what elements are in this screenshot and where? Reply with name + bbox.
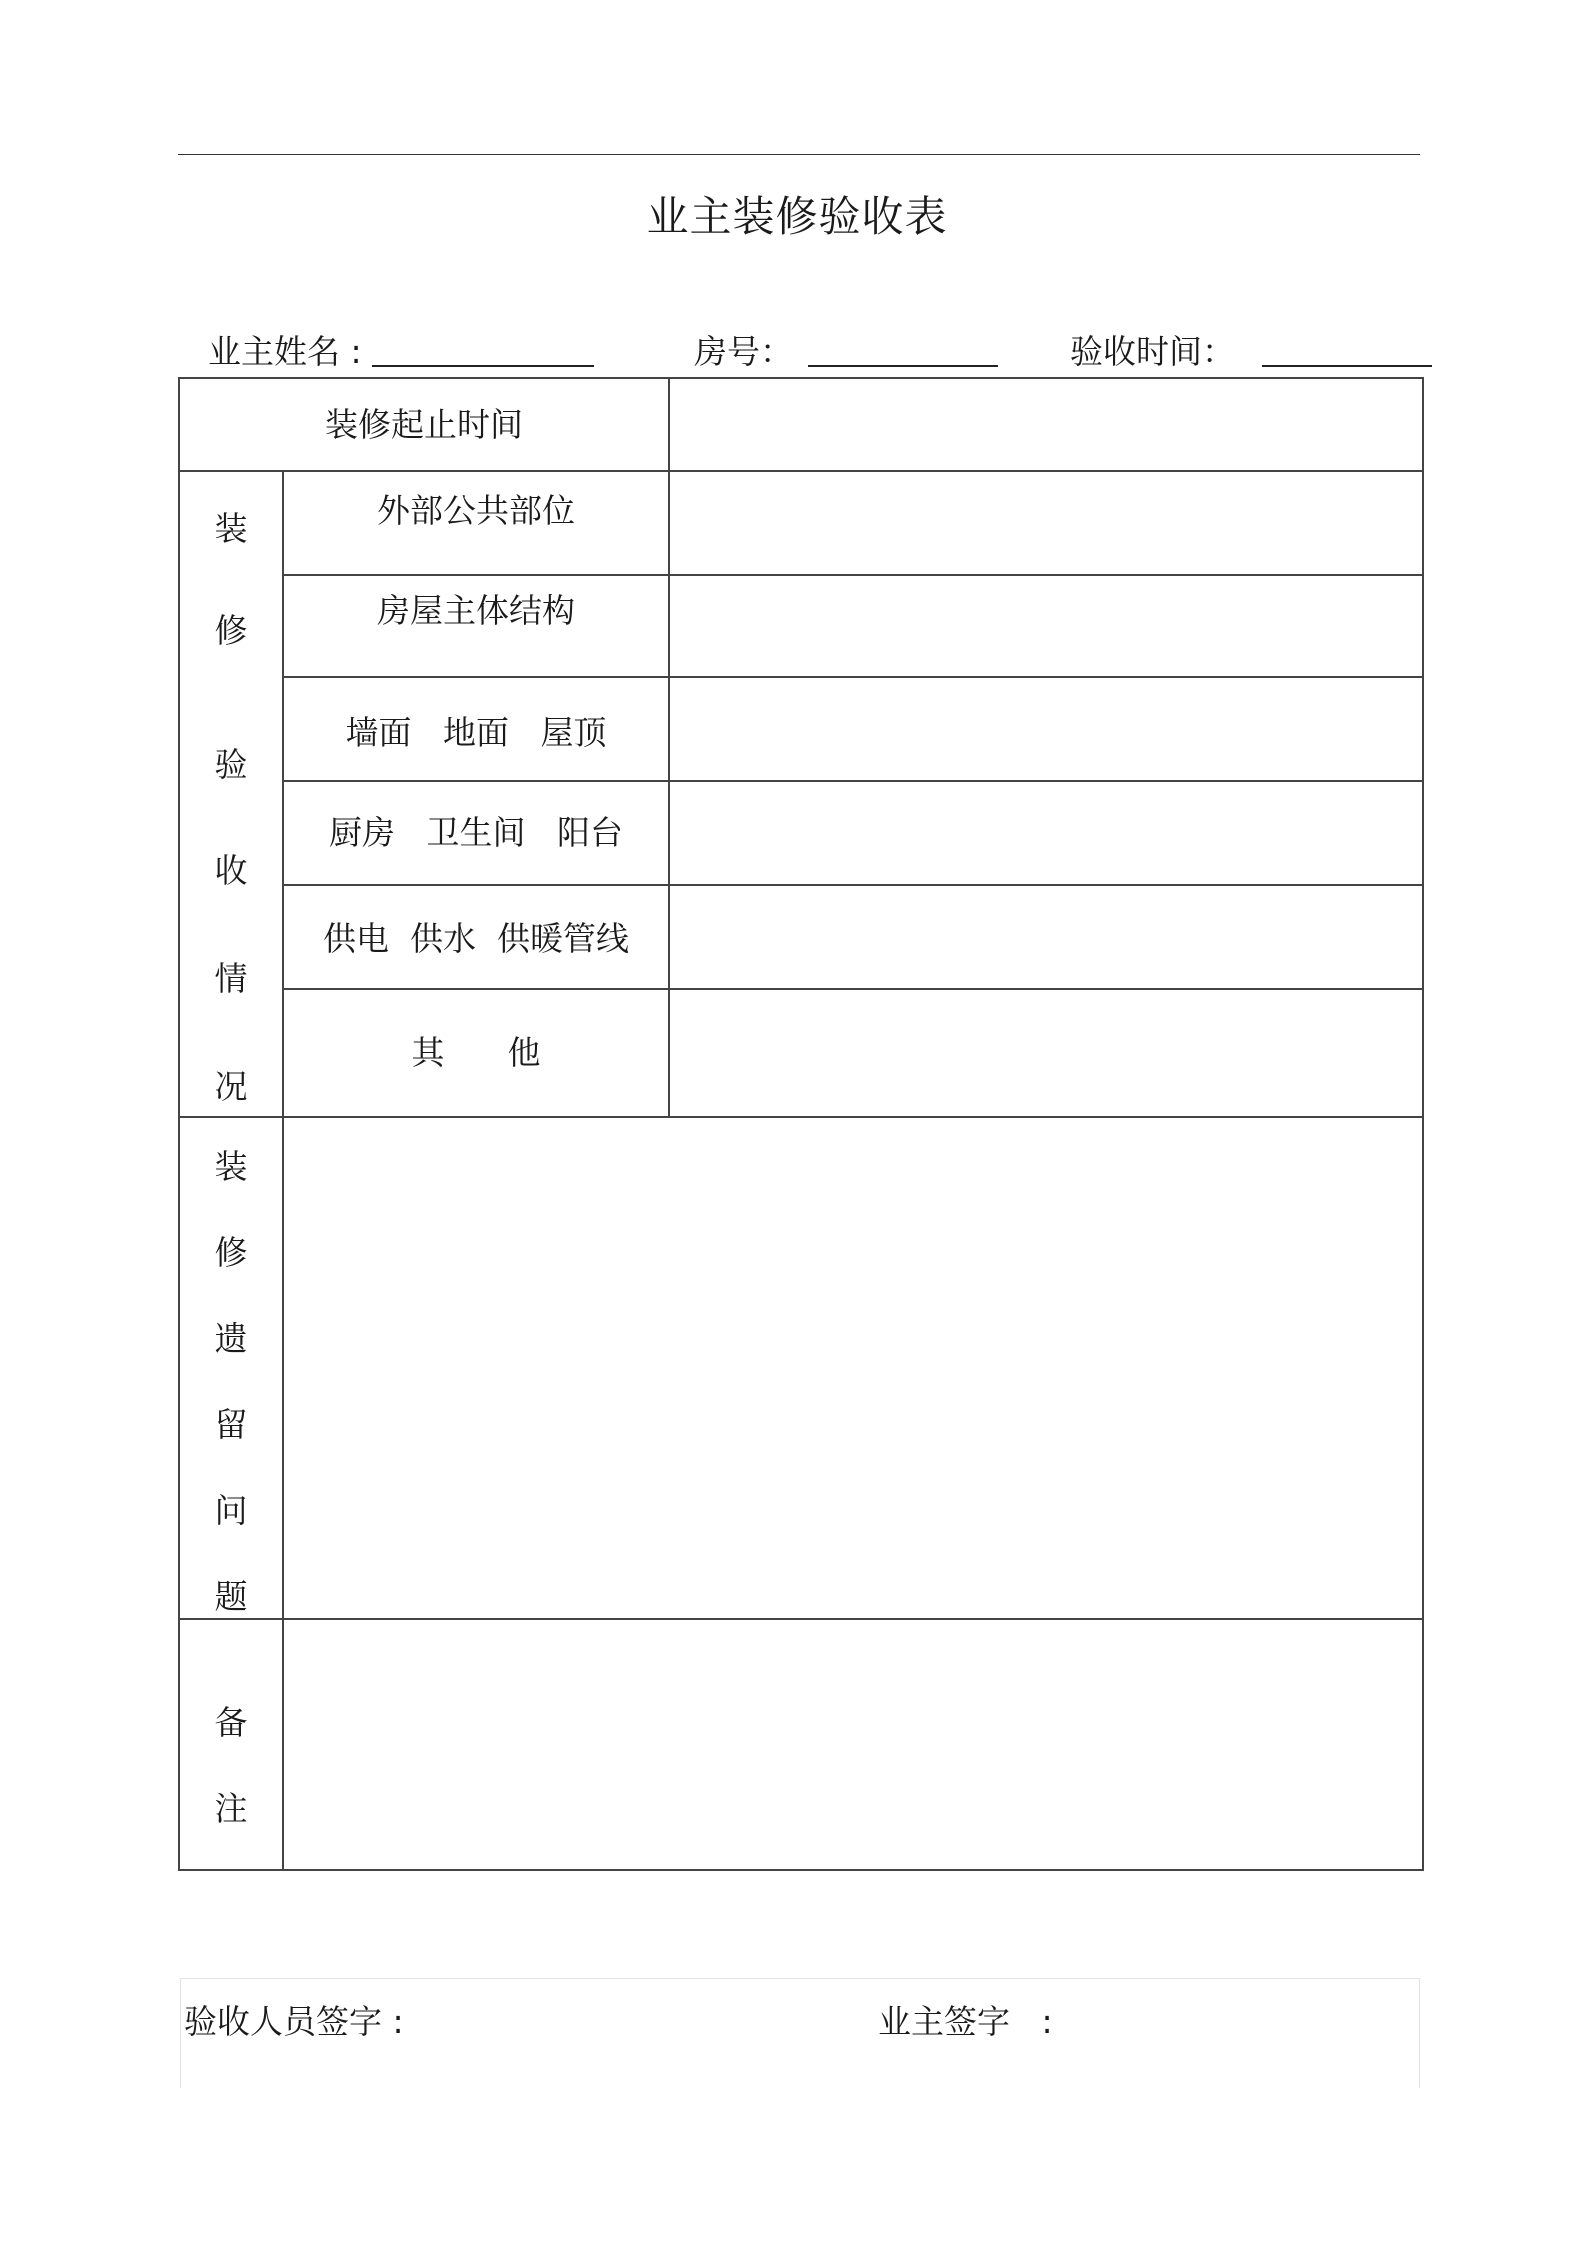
top-rule [178, 154, 1420, 155]
owner-name-label: 业主姓名 : [208, 332, 362, 371]
item-wall-floor-roof-label: 墙面 地面 屋顶 [345, 713, 607, 752]
section-char: 装 [214, 509, 248, 548]
section-char: 修 [214, 611, 248, 650]
section-char: 情 [214, 959, 248, 998]
remaining-issues-field[interactable] [284, 1118, 1424, 1618]
item-public-areas-label: 外部公共部位 [377, 491, 575, 530]
owner-name-field[interactable] [372, 365, 594, 367]
decoration-period-field[interactable] [670, 379, 1424, 470]
section-char: 装 [214, 1147, 248, 1186]
inspector-signature-field[interactable] [430, 1990, 850, 2050]
item-utilities-field[interactable] [670, 886, 1424, 988]
item-main-structure-label: 房屋主体结构 [377, 591, 575, 630]
room-label: 房号： [694, 332, 793, 371]
section-char: 问 [214, 1491, 248, 1530]
inspector-signature-label: 验收人员签字 : [184, 2002, 404, 2041]
section-char: 备 [214, 1703, 248, 1742]
page-title: 业主装修验收表 [646, 192, 948, 241]
section-char: 修 [214, 1233, 248, 1272]
section-char: 遗 [214, 1319, 248, 1358]
item-kitchen-bath-balcony-label: 厨房 卫生间 阳台 [329, 813, 623, 852]
section-char: 收 [214, 851, 248, 890]
section-char: 留 [214, 1405, 248, 1444]
remarks-field[interactable] [284, 1620, 1424, 1871]
item-wall-floor-roof-field[interactable] [670, 678, 1424, 780]
item-utilities-label: 供电 供水 供暖管线 [323, 919, 629, 958]
acceptance-form-table [178, 377, 1424, 1871]
item-other-field[interactable] [670, 990, 1424, 1116]
owner-signature-field[interactable] [1070, 1990, 1410, 2050]
item-main-structure-field[interactable] [670, 576, 1424, 676]
owner-signature-label: 业主签字 : [878, 2002, 1053, 2041]
item-kitchen-bath-balcony-field[interactable] [670, 782, 1424, 884]
item-other-label: 其 他 [411, 1033, 541, 1072]
section-char: 况 [214, 1067, 248, 1106]
section-char: 题 [214, 1577, 248, 1616]
section-char: 验 [214, 745, 248, 784]
item-public-areas-field[interactable] [670, 472, 1424, 574]
acceptance-time-field[interactable] [1262, 365, 1432, 367]
room-number-field[interactable] [808, 365, 998, 367]
decoration-period-label: 装修起止时间 [325, 405, 523, 444]
acceptance-time-label: 验收时间： [1070, 332, 1235, 371]
section-char: 注 [214, 1789, 248, 1828]
